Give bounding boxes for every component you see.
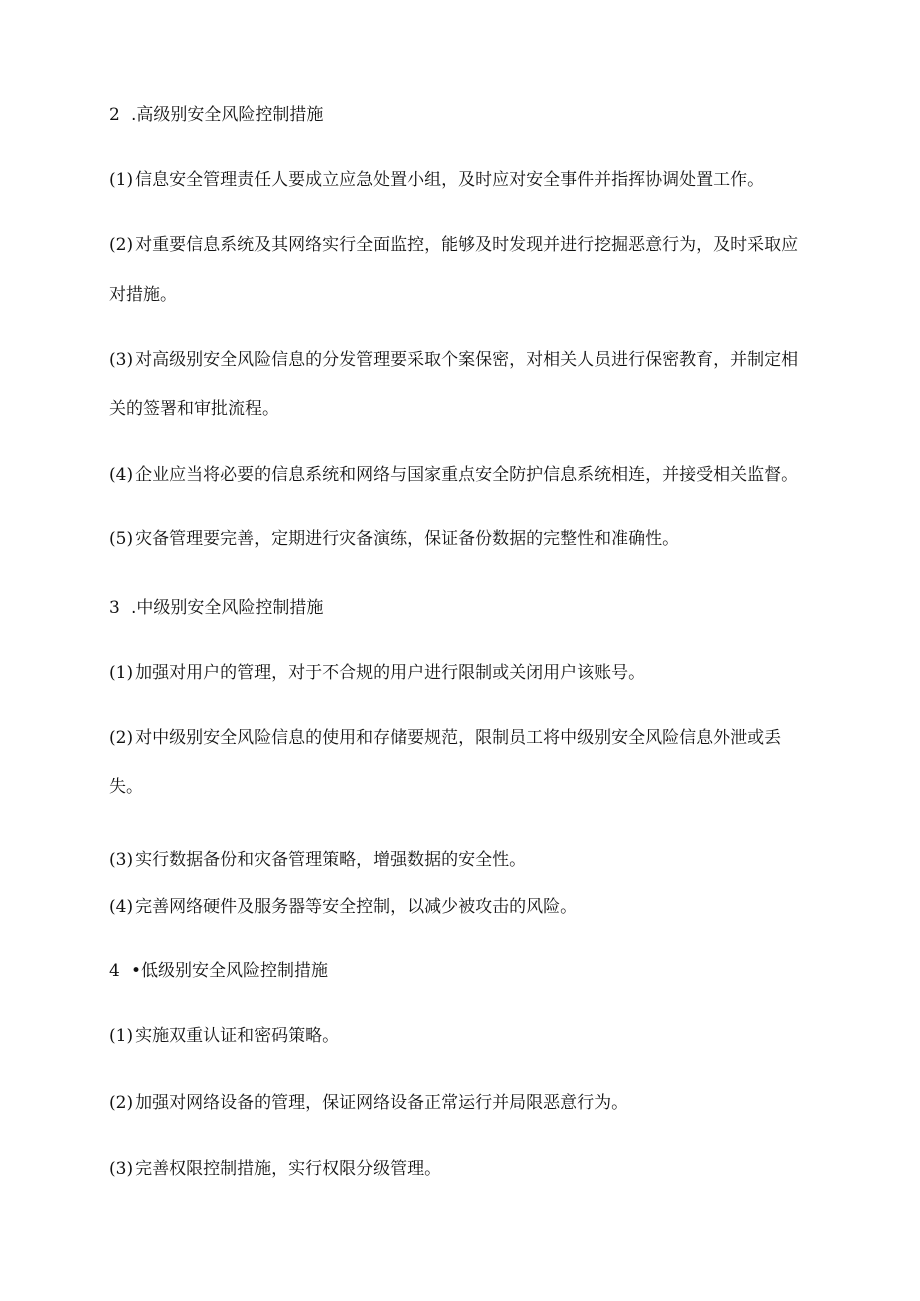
item-marker: (3) bbox=[109, 1159, 134, 1179]
item-text: 失。 bbox=[109, 777, 143, 797]
item-text: 对高级别安全风险信息的分发管理要采取个案保密，对相关人员进行保密教育，并制定相 bbox=[135, 350, 799, 370]
list-item bbox=[109, 896, 577, 918]
item-marker: (4) bbox=[109, 465, 134, 485]
item-marker: (1) bbox=[109, 170, 134, 190]
item-text: 对重要信息系统及其网络实行全面监控，能够及时发现并进行挖掘恶意行为，及时采取应 bbox=[135, 235, 799, 255]
item-text: 企业应当将必要的信息系统和网络与国家重点安全防护信息系统相连，并接受相关监督。 bbox=[135, 465, 799, 485]
item-text: 实施双重认证和密码策略。 bbox=[135, 1026, 340, 1046]
item-marker: (3) bbox=[109, 850, 134, 870]
item-marker: (2) bbox=[109, 728, 134, 748]
item-marker: (2) bbox=[109, 1093, 134, 1113]
section-heading-2 bbox=[109, 104, 323, 126]
list-item bbox=[109, 234, 798, 256]
section-number: 2 bbox=[109, 105, 120, 125]
list-item bbox=[109, 849, 526, 871]
list-item bbox=[109, 662, 645, 684]
section-title: .高级别安全风险控制措施 bbox=[131, 105, 324, 125]
section-title: .中级别安全风险控制措施 bbox=[131, 598, 324, 618]
item-text: 加强对用户的管理，对于不合规的用户进行限制或关闭用户该账号。 bbox=[135, 663, 646, 683]
list-item bbox=[109, 169, 764, 191]
item-marker: (3) bbox=[109, 350, 134, 370]
item-text: 信息安全管理责任人要成立应急处置小组，及时应对安全事件并指挥协调处置工作。 bbox=[135, 170, 765, 190]
item-text: 完善权限控制措施，实行权限分级管理。 bbox=[135, 1159, 442, 1179]
item-marker: (1) bbox=[109, 663, 134, 683]
item-text: 加强对网络设备的管理，保证网络设备正常运行并局限恶意行为。 bbox=[135, 1093, 629, 1113]
list-item bbox=[109, 528, 679, 550]
list-item bbox=[109, 727, 781, 749]
item-marker: (4) bbox=[109, 897, 134, 917]
item-text: 关的签署和审批流程。 bbox=[109, 399, 279, 419]
list-item bbox=[109, 349, 798, 371]
section-heading-3 bbox=[109, 597, 323, 619]
list-item bbox=[109, 464, 798, 486]
list-item bbox=[109, 1092, 628, 1114]
item-text: 完善网络硬件及服务器等安全控制，以减少被攻击的风险。 bbox=[135, 897, 578, 917]
item-text: 灾备管理要完善，定期进行灾备演练，保证备份数据的完整性和准确性。 bbox=[135, 529, 680, 549]
item-marker: (2) bbox=[109, 235, 134, 255]
list-item-continuation bbox=[109, 398, 279, 420]
item-text: 对措施。 bbox=[109, 285, 177, 305]
section-number: 3 bbox=[109, 598, 120, 618]
section-number: 4 bbox=[109, 961, 120, 981]
list-item bbox=[109, 1158, 441, 1180]
section-heading-4 bbox=[109, 960, 328, 982]
list-item-continuation bbox=[109, 776, 143, 798]
list-item bbox=[109, 1025, 339, 1047]
section-title: •低级别安全风险控制措施 bbox=[131, 961, 329, 981]
item-marker: (5) bbox=[109, 529, 134, 549]
list-item-continuation bbox=[109, 284, 177, 306]
item-marker: (1) bbox=[109, 1026, 134, 1046]
item-text: 实行数据备份和灾备管理策略，增强数据的安全性。 bbox=[135, 850, 527, 870]
item-text: 对中级别安全风险信息的使用和存储要规范，限制员工将中级别安全风险信息外泄或丢 bbox=[135, 728, 782, 748]
